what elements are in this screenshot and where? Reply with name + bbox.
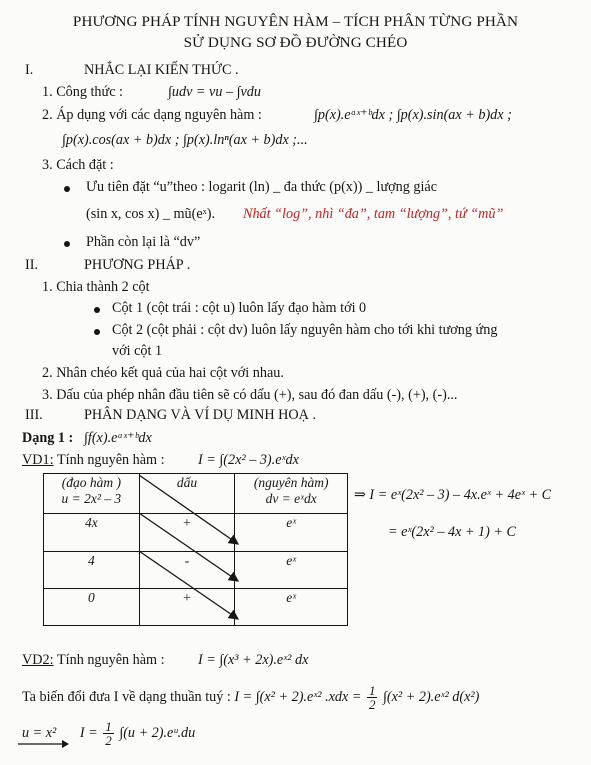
table-cell-v: eˣ xyxy=(235,589,348,626)
vd2-label: VD2: xyxy=(22,652,54,668)
section1-numeral: I. xyxy=(25,62,34,78)
vd2-formula: I = ∫(x³ + 2x).eˣ² dx xyxy=(198,652,309,668)
section1-mnemonic: Nhất “log”, nhì “đa”, tam “lượng”, tứ “mũ” xyxy=(243,206,504,222)
section3-heading: PHÂN DẠNG VÀ VÍ DỤ MINH HOẠ . xyxy=(84,407,316,423)
table-header-u-expr: u = 2x² – 3 xyxy=(61,491,122,506)
section1-item1-formula: ∫udv = vu – ∫vdu xyxy=(168,84,261,100)
diagonal-arrow xyxy=(139,475,238,544)
section2-bullet1: Cột 1 (cột trái : cột u) luôn lấy đạo hàm tới 0 xyxy=(112,300,367,316)
vd1-text: Tính nguyên hàm : xyxy=(57,452,165,468)
section2-bullet2-line2: với cột 1 xyxy=(112,343,163,359)
table-cell-v: eˣ xyxy=(235,514,348,552)
bullet-icon xyxy=(64,186,70,192)
vd2-transform-text: Ta biến đổi đưa I về dạng thuần tuý : xyxy=(22,688,231,705)
substitution-arrow xyxy=(22,725,64,742)
vd1-result-line2: = eˣ(2x² – 4x + 1) + C xyxy=(388,524,516,540)
table-cell-v: eˣ xyxy=(235,552,348,589)
bullet-icon xyxy=(64,241,70,247)
table-cell-u: 4 xyxy=(44,552,140,589)
vd1-result-line1: ⇒ I = eˣ(2x² – 3) – 4x.eˣ + 4eˣ + C xyxy=(354,487,552,503)
section2-item3: 3. Dấu của phép nhân đầu tiên sẽ có dấu (+), sau đó đan dấu (-), (+), (-)... xyxy=(42,387,458,403)
vd1-label: VD1: xyxy=(22,452,54,468)
vd2-sub-formula-b: ∫(u + 2).eᵘ.du xyxy=(119,724,196,741)
fraction-one-half xyxy=(103,720,114,747)
fraction-denominator: 2 xyxy=(105,733,112,748)
vd2-transform-formula-a: I = ∫(x² + 2).eˣ² .xdx = xyxy=(234,688,362,705)
table-cell-sign: + xyxy=(139,514,235,552)
section1-bullet2: Phần còn lại là “dv” xyxy=(86,234,201,250)
section1-bullet1-line2: (sin x, cos x) _ mũ(eˣ). xyxy=(86,206,216,222)
section1-bullet1-line1: Ưu tiên đặt “u”theo : logarit (ln) _ đa thức (p(x)) _ lượng giác xyxy=(86,179,438,195)
section2-bullet2-line1: Cột 2 (cột phải : cột dv) luôn lấy nguyên hàm cho tới khi tương ứng xyxy=(112,322,498,338)
table-cell-sign: - xyxy=(139,552,235,589)
section1-item2-formula-a: ∫p(x).eᵃˣ⁺ᵇdx ; ∫p(x).sin(ax + b)dx ; xyxy=(314,107,512,123)
right-arrow-icon xyxy=(18,740,70,748)
section2-numeral: II. xyxy=(25,257,38,273)
section2-item2: 2. Nhân chéo kết quả của hai cột với nhau. xyxy=(42,365,284,381)
vd2-sub-formula-a: I = xyxy=(79,724,98,741)
table-header-sign-title: dấu xyxy=(176,475,198,490)
table-cell-sign: + xyxy=(139,589,235,626)
table-header-v-title: (nguyên hàm) xyxy=(253,475,329,490)
vd2-transform-formula-b: ∫(x² + 2).eˣ² d(x²) xyxy=(383,688,480,705)
section2-item1: 1. Chia thành 2 cột xyxy=(42,279,150,295)
table-header-u-title: (đạo hàm ) xyxy=(61,475,121,490)
bullet-icon xyxy=(94,307,100,313)
vd2-substitution xyxy=(22,720,195,747)
fraction-denominator: 2 xyxy=(368,697,376,712)
vd1-formula: I = ∫(2x² – 3).eˣdx xyxy=(198,452,299,468)
section1-item2-formula-b: ∫p(x).cos(ax + b)dx ; ∫p(x).lnⁿ(ax + b)dx ;... xyxy=(62,132,308,148)
fraction-numerator: 1 xyxy=(105,719,112,734)
dang1-formula: ∫f(x).eᵃˣ⁺ᵇdx xyxy=(84,430,152,446)
page-title-line2: SỬ DỤNG SƠ ĐỒ ĐƯỜNG CHÉO xyxy=(183,34,408,51)
bullet-icon xyxy=(94,329,100,335)
section1-item1-label: 1. Công thức : xyxy=(42,84,123,100)
section2-heading: PHƯƠNG PHÁP . xyxy=(84,257,191,273)
diagonal-arrow xyxy=(139,513,238,581)
table-cell-u: 4x xyxy=(44,514,140,552)
section1-item3-label: 3. Cách đặt : xyxy=(42,157,114,173)
substitution-label: u = x² xyxy=(22,724,57,741)
table-header-v-expr: dv = eˣdx xyxy=(265,491,317,506)
vd2-transform xyxy=(22,684,479,711)
fraction-one-half xyxy=(367,684,378,711)
section1-heading: NHẮC LẠI KIẾN THỨC . xyxy=(84,62,239,78)
vd2-text: Tính nguyên hàm : xyxy=(57,652,165,668)
diagonal-arrows xyxy=(43,473,348,625)
fraction-numerator: 1 xyxy=(368,683,376,698)
section1-item2-label: 2. Áp dụng với các dạng nguyên hàm : xyxy=(42,107,262,123)
dang1-label: Dạng 1 : xyxy=(22,430,74,446)
page-title-line1: PHƯƠNG PHÁP TÍNH NGUYÊN HÀM – TÍCH PHÂN TỪNG PHẦN xyxy=(72,13,519,30)
section3-numeral: III. xyxy=(25,407,43,423)
table-cell-u: 0 xyxy=(44,589,140,626)
diagonal-arrow xyxy=(139,551,238,619)
